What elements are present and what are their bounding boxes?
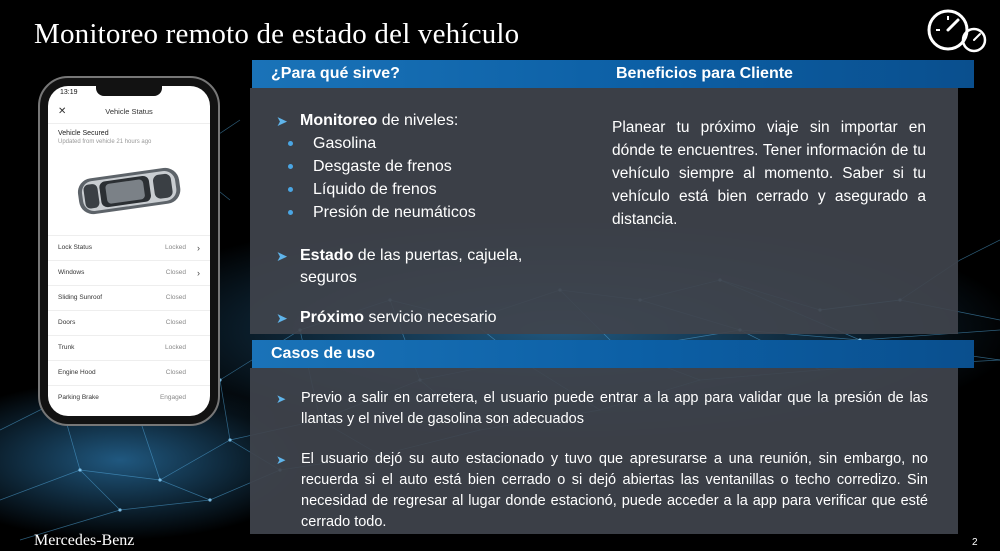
dot-bullet-icon <box>288 141 293 146</box>
item-bold: Estado <box>300 247 354 264</box>
purpose-item-status <box>276 245 530 289</box>
status-row-hood <box>48 360 210 385</box>
use-case-item <box>276 449 928 533</box>
purpose-heading: ¿Para qué sirve? <box>271 65 400 82</box>
chevron-right-icon: › <box>197 243 200 253</box>
dot-bullet-icon <box>288 187 293 192</box>
row-value: Closed <box>165 319 186 326</box>
use-cases-header-bar <box>252 340 974 368</box>
sub-item <box>288 201 576 224</box>
row-label: Windows <box>58 269 85 276</box>
row-label: Parking Brake <box>58 394 99 401</box>
item-bold: Monitoreo <box>300 112 378 129</box>
sub-item-text: Presión de neumáticos <box>313 204 476 221</box>
slide-title: Monitoreo remoto de estado del vehículo <box>34 18 520 50</box>
monitoring-sub-list <box>276 132 576 224</box>
sub-item <box>288 132 576 155</box>
item-text: servicio necesario <box>364 309 497 326</box>
chevron-right-icon: › <box>197 268 200 278</box>
use-case-text: Previo a salir en carretera, el usuario puede entrar a la app para validar que la presión de las llantas y el nivel de gasolina son adecuados <box>301 390 928 427</box>
row-label: Lock Status <box>58 244 92 251</box>
vehicle-secured-subtitle: Updated from vehicle 21 hours ago <box>58 139 152 145</box>
row-value: Engaged <box>159 394 186 401</box>
purpose-list <box>276 110 576 329</box>
vehicle-secured-block <box>48 124 210 145</box>
brand-logo-text: Mercedes-Benz <box>34 532 135 549</box>
use-case-text: El usuario dejó su auto estacionado y tuvo que apresurarse a una reunión, sin embargo, no recuerda si el auto está bien cerrado o si dejó abiertas las ventanillas o techo corredizo. Sin necesidad de regresar al lugar donde estacionó, puede acceder a la app para verificar que esté cerrado todo. <box>301 451 928 530</box>
row-value: Locked <box>165 344 186 351</box>
benefits-heading: Beneficios para Cliente <box>616 65 793 82</box>
row-value: Locked <box>165 244 186 251</box>
item-bold: Próximo <box>300 309 365 326</box>
item-text: de niveles: <box>377 112 459 129</box>
phone-screen <box>48 86 210 416</box>
status-list <box>48 235 210 410</box>
status-row-doors <box>48 310 210 335</box>
use-cases-list <box>276 388 928 533</box>
vehicle-secured-title: Vehicle Secured <box>58 130 109 137</box>
arrow-bullet-icon: ➤ <box>276 113 288 129</box>
use-cases-heading: Casos de uso <box>271 345 376 362</box>
close-icon[interactable]: ✕ <box>58 106 67 117</box>
sub-item <box>288 155 576 178</box>
use-case-item <box>276 388 928 430</box>
speedometer-icon <box>924 6 988 54</box>
dot-bullet-icon <box>288 164 293 169</box>
row-label: Trunk <box>58 344 75 351</box>
benefits-text: Planear tu próximo viaje sin importar en dónde te encuentres. Tener información de tu vehículo siempre al momento. Saber si tu vehículo está bien cerrado y asegurado a distancia. <box>612 119 926 228</box>
status-row-windows[interactable] <box>48 260 210 285</box>
phone-notch <box>96 86 162 96</box>
row-value: Closed <box>165 369 186 376</box>
row-value: Closed <box>165 269 186 276</box>
arrow-bullet-icon: ➤ <box>276 310 288 326</box>
page-number: 2 <box>972 537 978 548</box>
status-row-parking-brake <box>48 385 210 410</box>
row-label: Sliding Sunroof <box>58 294 103 301</box>
dot-bullet-icon <box>288 210 293 215</box>
phone-time: 13:19 <box>60 89 78 96</box>
purpose-item-monitoring <box>276 110 576 132</box>
item-text: de las puertas, cajuela, seguros <box>300 247 523 286</box>
sub-item-text: Desgaste de frenos <box>313 158 452 175</box>
status-row-lock[interactable] <box>48 235 210 260</box>
status-row-trunk <box>48 335 210 360</box>
arrow-bullet-icon: ➤ <box>276 392 287 406</box>
row-value: Closed <box>165 294 186 301</box>
phone-status-bar <box>48 86 210 101</box>
arrow-bullet-icon: ➤ <box>276 248 288 264</box>
status-row-sunroof <box>48 285 210 310</box>
purpose-item-service <box>276 307 576 329</box>
sub-item <box>288 178 576 201</box>
sub-item-text: Gasolina <box>313 135 377 152</box>
section-header-bar <box>252 60 974 88</box>
row-label: Engine Hood <box>58 369 96 376</box>
screen-title: Vehicle Status <box>105 107 153 116</box>
sub-item-text: Líquido de frenos <box>313 181 437 198</box>
row-label: Doors <box>58 319 76 326</box>
car-top-view-image <box>48 145 210 235</box>
arrow-bullet-icon: ➤ <box>276 453 287 467</box>
phone-nav-bar <box>48 101 210 124</box>
